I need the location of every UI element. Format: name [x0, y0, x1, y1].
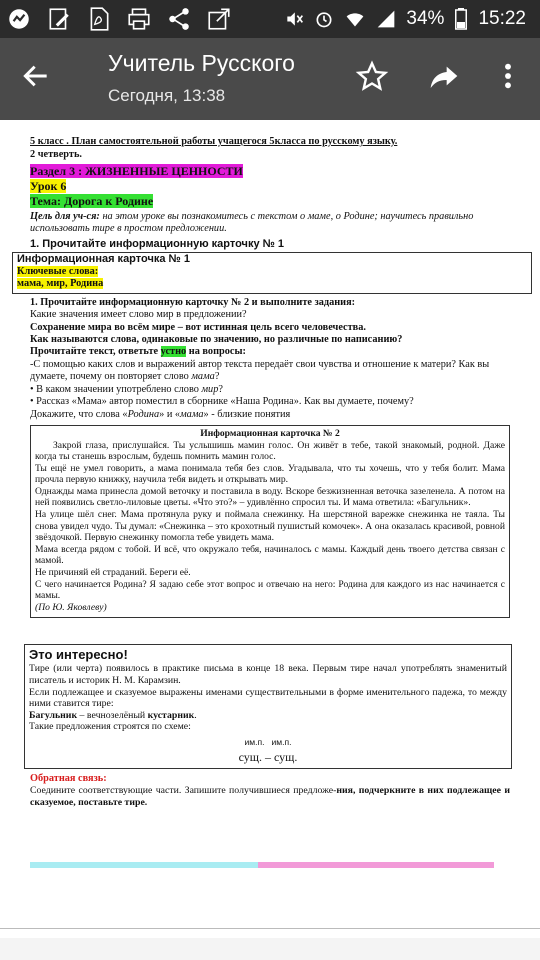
app-subtitle: Сегодня, 13:38: [108, 86, 226, 105]
question-5: [30, 359, 510, 384]
q4-post: на вопросы:: [186, 346, 246, 358]
feedback-text-2: ния, подчеркните в них подлежащее и сказуемое, поставьте тире.: [30, 785, 511, 809]
card1-title: Информационная карточка № 1: [17, 253, 190, 266]
battery-percent: 34%: [406, 8, 445, 29]
page-divider: [30, 862, 494, 868]
example-middle: – вечнозелёный: [77, 709, 148, 721]
notification-icon: [6, 6, 32, 32]
interesting-title: Это интересно!: [29, 647, 128, 663]
card2-paragraph-6: Не причиняй ей страданий. Береги её.: [35, 567, 191, 579]
plan-title: 5 класс . План самостоятельной работы учащегося 5класса по русскому языку.: [30, 136, 398, 147]
status-bar: [0, 0, 540, 38]
interesting-paragraph-1: Тире (или черта) появилось в практике письма в конце 18 века. Первым тире начал употреблять знаменитый писатель и историк Н. М. Карамзин.: [29, 663, 507, 686]
feedback-text-1: Соедините соответствующие части. Запишите получившиеся предложе-: [30, 785, 337, 797]
question-1: Какие значения имеет слово мир в предложении?: [30, 309, 247, 321]
bottom-strip: [0, 938, 540, 960]
q5-text: -С помощью каких слов и выражений автор текста передаёт свои чувства и отношение к матери? Как вы думаете, почему он повторяет слово: [30, 358, 490, 383]
bottom-separator: [0, 928, 540, 929]
info-card-2: [30, 425, 510, 619]
q8-italic-2: мама: [180, 408, 204, 420]
scheme-intro: Такие предложения строятся по схеме:: [29, 721, 191, 733]
example-end: .: [194, 709, 197, 721]
info-card-1: [12, 252, 532, 294]
document-page: [17, 127, 511, 917]
question-8: [30, 409, 510, 421]
card2-author: (По Ю. Яковлеву): [35, 601, 107, 613]
lesson-goal: [30, 211, 510, 236]
card1-keywords-label: Ключевые слова:: [17, 266, 99, 278]
signal-icon: [376, 9, 396, 29]
quarter: 2 четверть.: [30, 149, 82, 161]
section-title: Раздел 3 : ЖИЗНЕННЫЕ ЦЕННОСТИ: [30, 163, 243, 178]
edit-icon: [46, 6, 72, 32]
card2-paragraph-1: Закрой глаза, прислушайся. Ты услышишь мамин голос. Он живёт в тебе, такой знакомый, родной. Даже когда ты станешь взрослым, будешь помнить мамин голос.: [35, 439, 505, 463]
card2-paragraph-7: С чего начинается Родина? Я задаю себе этот вопрос и отвечаю на него: Родина для каждого из нас начинается с мамы.: [35, 578, 505, 602]
q6-italic: мир: [201, 383, 219, 395]
card2-paragraph-2: Ты ещё не умел говорить, а мама понимала тебя без слов. Угадывала, что ты хочешь, что у тебя болит. Мама прочла первую книжку, научила тебя видеть и открывать мир.: [35, 462, 505, 486]
more-vert-icon[interactable]: [498, 60, 518, 92]
mute-icon: [284, 9, 304, 29]
clock: 15:22: [478, 8, 526, 29]
question-6: [30, 384, 510, 396]
wifi-icon: [344, 9, 366, 29]
app-title: Учитель Русского: [108, 50, 295, 76]
q4-highlight: устно: [160, 346, 187, 358]
card2-paragraph-4: На улице шёл снег. Мама протянула руку и поймала снежинку. На шерстяной варежке снежинка не таяла. Ты снова увидел чудо. Ты думал: «Снежинка – это крохотный пушистый комочек». А она оказалась красивой, ровной звёздочкой. Первую снежинку помогла тебе увидеть мама.: [35, 509, 505, 544]
q5-end: ?: [214, 371, 220, 383]
status-right: [284, 0, 526, 38]
q8-end: » - близкие понятия: [203, 408, 291, 420]
q8-mid: » и «: [159, 408, 181, 420]
example-sentence: [29, 710, 507, 722]
back-arrow-icon[interactable]: [20, 60, 52, 92]
card2-title: Информационная карточка № 2: [200, 427, 340, 439]
star-icon[interactable]: [356, 60, 388, 92]
example-subject: Багульник: [29, 709, 78, 721]
scheme-top: им.п. им.п.: [244, 736, 292, 747]
q8-pre: Докажите, что слова «: [30, 408, 128, 420]
alarm-icon: [314, 9, 334, 29]
question-7: • Рассказ «Мама» автор поместил в сборнике «Наша Родина». Как вы думаете, почему?: [30, 396, 414, 408]
interesting-paragraph-2: Если подлежащее и сказуемое выражены именами существительными в форме именительного падежа, то между ними ставится тире:: [29, 686, 507, 710]
app-bar: [0, 38, 540, 120]
goal-text: на этом уроке вы познакомитесь с текстом о маме, о Родине; научитесь правильно использовать тире в простом предложении.: [30, 210, 474, 235]
task-1: 1. Прочитайте информационную карточку № 1: [30, 237, 285, 250]
scheme-bottom: сущ. – сущ.: [238, 749, 298, 764]
example-predicate: кустарник: [147, 709, 195, 721]
notification-icons: [6, 6, 232, 32]
q6-pre: • В каком значении употреблено слово: [30, 383, 202, 395]
interesting-box: [24, 644, 512, 769]
card1-keywords: мама, мир, Родина: [17, 278, 104, 290]
task-2: 1. Прочитайте информационную карточку № 2 и выполните задания:: [30, 296, 356, 308]
q8-italic-1: Родина: [127, 408, 160, 420]
card2-paragraph-3: Однажды мама принесла домой веточку и поставила в воду. Вскоре безжизненная веточка зазеленела. А потом на ней появились светло-лиловые цветы. «Что это?» – удивлённо спросил ты. И мама ответила: «Багульник».: [35, 485, 505, 509]
lesson-topic: Тема: Дорога к Родине: [30, 193, 154, 208]
feedback-text: [30, 785, 510, 809]
q4-pre: Прочитайте текст, ответьте: [30, 346, 161, 358]
forward-icon[interactable]: [428, 60, 460, 92]
share-icon: [166, 6, 192, 32]
goal-label: Цель для уч-ся:: [30, 210, 100, 222]
question-4: [30, 346, 510, 358]
question-3: Как называются слова, одинаковые по значению, но различные по написанию?: [30, 334, 403, 346]
divider-pink: [258, 862, 494, 868]
feedback-label: Обратная связь:: [30, 772, 107, 784]
pdf-icon: [86, 6, 112, 32]
divider-cyan: [30, 862, 258, 868]
lesson-number: Урок 6: [30, 178, 67, 193]
q5-italic: мама: [191, 371, 215, 383]
card2-paragraph-5: Мама всегда рядом с тобой. И всё, что окружало тебя, начиналось с мамы. Каждый день твоего детства связан с мамой.: [35, 543, 505, 567]
print-icon: [126, 6, 152, 32]
question-2: Сохранение мира во всём мире – вот истинная цель всего человечества.: [30, 321, 366, 333]
q6-end: ?: [218, 383, 223, 395]
open-external-icon: [206, 6, 232, 32]
battery-icon: [454, 8, 468, 30]
